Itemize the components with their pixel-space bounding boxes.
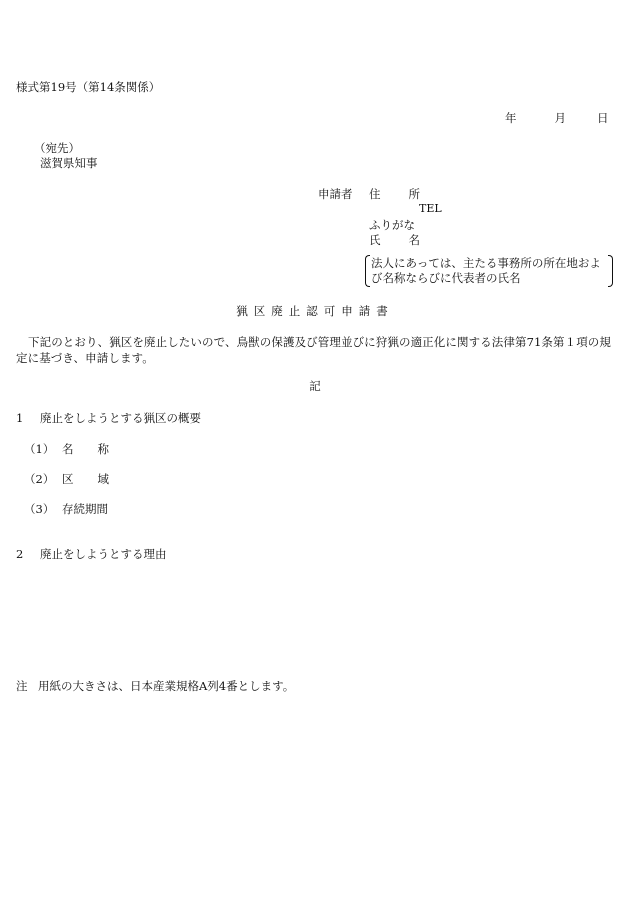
address-label-char-1: 住	[369, 187, 381, 201]
item-1-label-char-1: 名	[62, 442, 74, 456]
item-area	[24, 471, 109, 487]
left-bracket	[365, 255, 370, 287]
item-3-label: 存続期間	[62, 502, 108, 516]
applicant-role-label: 申請者	[318, 187, 353, 201]
section-2-number: 2	[16, 547, 24, 561]
document-title: 猟区廃止認可申請書	[236, 304, 394, 318]
item-3-number: （3）	[24, 502, 55, 516]
item-1-number: （1）	[24, 442, 55, 456]
item-2-label-char-2: 域	[97, 472, 109, 486]
name-label-char-2: 名	[408, 233, 420, 247]
section-1-label: 廃止をしようとする猟区の概要	[40, 411, 201, 425]
address-label-char-2: 所	[408, 187, 420, 201]
corporate-note-box	[365, 255, 613, 287]
item-duration	[24, 501, 108, 517]
item-2-number: （2）	[24, 472, 55, 486]
furigana-label: ふりがな	[369, 218, 415, 232]
date-line	[505, 110, 609, 126]
name-field-label	[369, 232, 420, 248]
section-2-heading	[16, 546, 167, 562]
body-paragraph: 下記のとおり、猟区を廃止したいので、鳥獣の保護及び管理並びに狩猟の適正化に関する法律第71条第１項の規定に基づき、申請します。	[16, 335, 611, 365]
footnote-text: 用紙の大きさは、日本産業規格A列4番とします。	[38, 679, 295, 693]
section-1-number: 1	[16, 411, 24, 425]
section-2-label: 廃止をしようとする理由	[40, 547, 167, 561]
form-number: 様式第19号（第14条関係）	[16, 80, 161, 94]
right-bracket	[608, 255, 613, 287]
address-field-label	[369, 186, 420, 202]
ki-heading: 記	[309, 379, 321, 393]
addressee-name: 滋賀県知事	[40, 156, 98, 170]
date-month-label: 月	[554, 111, 566, 125]
addressee-label: （宛先）	[34, 141, 80, 155]
item-name	[24, 441, 109, 457]
item-1-label-char-2: 称	[97, 442, 109, 456]
section-1-heading	[16, 410, 201, 426]
footnote-marker: 注	[16, 679, 28, 693]
date-year-label: 年	[505, 111, 517, 125]
footnote	[16, 678, 294, 694]
date-day-label: 日	[597, 111, 609, 125]
corporate-note-text: 法人にあっては、主たる事務所の所在地および名称ならびに代表者の氏名	[371, 256, 601, 285]
name-label-char-1: 氏	[369, 233, 381, 247]
tel-label: TEL	[419, 202, 442, 215]
item-2-label-char-1: 区	[62, 472, 74, 486]
